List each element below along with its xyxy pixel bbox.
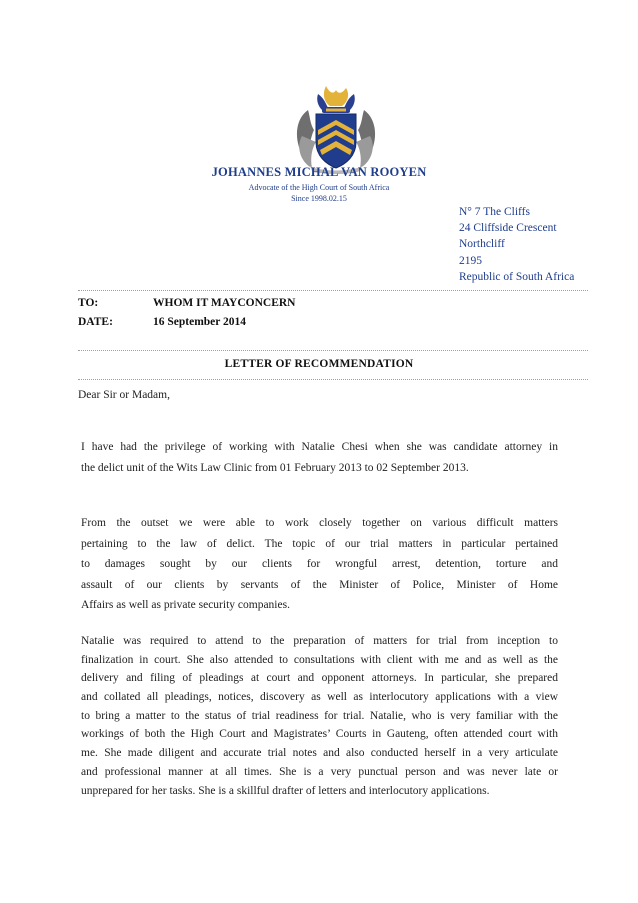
text-line: delivery and filing of pleadings at court and opponent attorneys. In particular, she prepared [81,672,558,685]
sender-since: Since 1998.02.15 [291,194,347,203]
coat-of-arms-icon [288,80,384,174]
address-line: N° 7 The Cliffs [459,206,530,218]
text-line: to damages sought by our clients for wrongful arrest, detention, torture and [81,558,558,570]
sender-address [459,204,629,285]
text-line: unprepared for her tasks. She is a skillful drafter of letters and interlocutory applications. [81,784,490,797]
text-line: finalization in court. She also attended to consultations with client with me and as well as the [81,653,558,666]
text-line: From the outset we were able to work closely together on various difficult matters [81,517,558,529]
text-line: Affairs as well as private security companies. [81,599,290,611]
text-line: workings of both the High Court and Magistrates’ Courts in Gauteng, often attended court with [81,728,558,741]
paragraph-1 [81,437,558,479]
date-value: 16 September 2014 [153,316,247,328]
text-line: I have had the privilege of working with Natalie Chesi when she was candidate attorney in [81,441,558,453]
divider [78,350,588,351]
text-line: and professional manner at all times. She is a very punctual person and was never late or [81,765,558,778]
divider [78,379,588,380]
address-line: 24 Cliffside Crescent [459,222,557,235]
to-label: TO: [78,297,99,309]
divider [78,290,588,291]
text-line: and collated all pleadings, notices, discovery as well as interlocutory applications with a view [81,691,558,704]
sender-title: Advocate of the High Court of South Africa [248,183,390,192]
letter-title: LETTER OF RECOMMENDATION [224,358,414,370]
address-line: 2195 [459,254,482,267]
to-value: WHOM IT MAYCONCERN [153,297,296,309]
paragraph-3 [81,632,558,800]
text-line: the delict unit of the Wits Law Clinic from 01 February 2013 to 02 September 2013. [81,462,469,474]
address-line: Republic of South Africa [459,270,575,283]
text-line: Natalie was required to attend to the preparation of matters for trial from inception to [81,635,558,647]
salutation: Dear Sir or Madam, [78,389,170,401]
sender-name: JOHANNES MICHAL VAN ROOYEN [211,165,427,179]
text-line: assault of our clients by servants of the Minister of Police, Minister of Home [81,578,558,591]
text-line: me. She made diligent and accurate trial notes and also conducted herself in a very articulate [81,747,558,760]
paragraph-2 [81,513,558,616]
text-line: pertaining to the law of delict. The topic of our trial matters in particular pertained [81,537,558,550]
text-line: to bring a matter to the status of trial readiness for trial. Natalie, who is very familiar with the [81,709,558,722]
address-line: Northcliff [459,238,505,251]
date-label: DATE: [78,316,113,328]
